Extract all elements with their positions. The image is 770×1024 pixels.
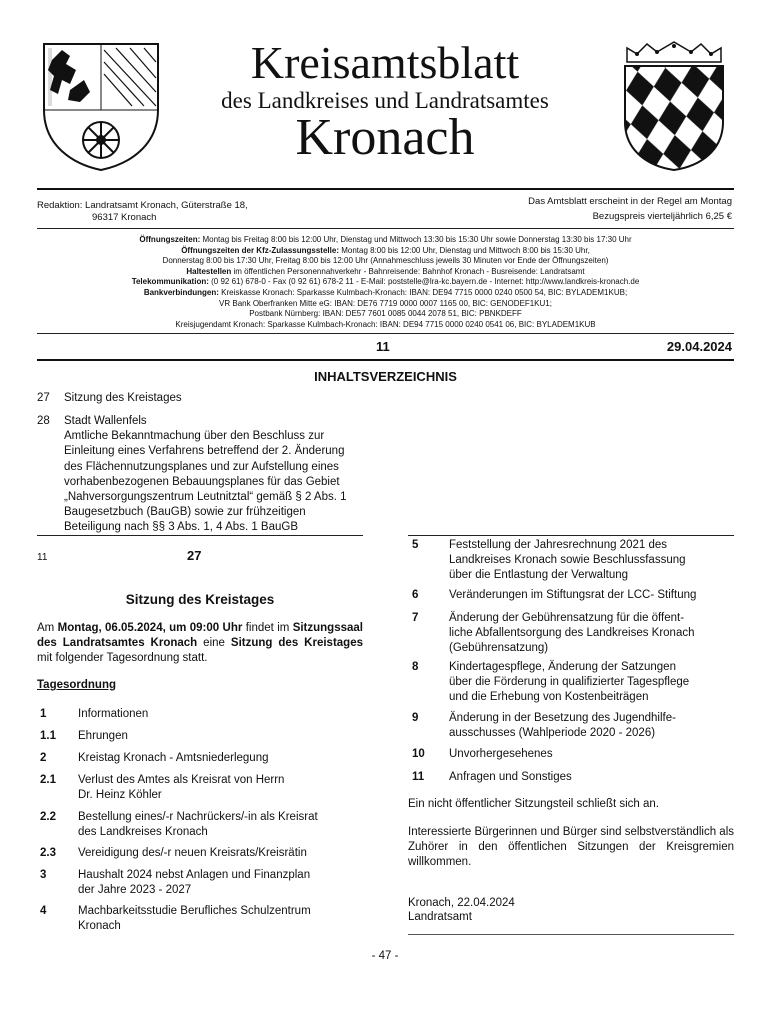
toc-item-text bbox=[64, 414, 404, 536]
toc-line: Baugesetzbuch (BauGB) sowie zur frühzeitigen bbox=[64, 506, 306, 519]
vehicle-registration-text: Montag 8:00 bis 12:00 Uhr, Dienstag und Mittwoch 8:00 bis 15:30 Uhr, bbox=[338, 245, 590, 255]
intro-text: findet im bbox=[242, 622, 293, 634]
agenda-line: Kindertagespflege, Änderung der Satzungen bbox=[449, 661, 676, 673]
agenda-line: der Jahre 2023 - 2027 bbox=[78, 884, 192, 897]
masthead-title: Kreisamtsblatt bbox=[250, 37, 520, 88]
toc-line: Einleitung eines Verfahrens betreffend der 2. Änderung bbox=[64, 445, 345, 458]
subscription-price: Bezugspreis vierteljährlich 6,25 € bbox=[592, 211, 732, 222]
agenda-number: 8 bbox=[412, 661, 419, 673]
toc-line: „Nahversorgungszentrum Leutnitztal“ gemäß § 2 Abs. 1 bbox=[64, 491, 347, 504]
public-note: Interessierte Bürgerinnen und Bürger sind selbstverständlich als Zuhörer in den öffentlichen Sitzungen der Kreisgremien willkommen. bbox=[408, 826, 735, 869]
telecom-label: Telekommunikation: bbox=[131, 277, 209, 287]
agenda-item: Unvorhergesehenes bbox=[449, 748, 553, 760]
agenda-line: ausschusses (Wahlperiode 2020 - 2026) bbox=[449, 727, 656, 740]
agenda-item bbox=[449, 711, 676, 741]
agenda-item: Vereidigung des/-r neuen Kreisrats/Kreisrätin bbox=[78, 847, 307, 859]
agenda-line: Feststellung der Jahresrechnung 2021 des bbox=[449, 539, 668, 551]
agenda-heading: Tagesordnung bbox=[37, 679, 117, 691]
header-rule-middle bbox=[37, 228, 734, 229]
agenda-number: 7 bbox=[412, 612, 419, 624]
agenda-item: Informationen bbox=[78, 708, 149, 720]
article-title: Sitzung des Kreistages bbox=[125, 592, 275, 607]
agenda-line: Machbarkeitsstudie Berufliches Schulzentrum bbox=[78, 905, 311, 917]
publication-frequency: Das Amtsblatt erscheint in der Regel am Montag bbox=[528, 196, 732, 207]
meeting-datetime: Montag, 06.05.2024, um 09:00 Uhr bbox=[57, 622, 243, 634]
agenda-line: über die Förderung in qualifizierter Tagespflege bbox=[449, 676, 690, 689]
signature-authority: Landratsamt bbox=[408, 911, 472, 923]
toc-line: Stadt Wallenfels bbox=[64, 415, 147, 427]
toc-item-number: 28 bbox=[37, 415, 50, 427]
vehicle-registration-label: Öffnungszeiten der Kfz-Zulassungsstelle: bbox=[181, 245, 339, 255]
agenda-line: Bestellung eines/-r Nachrückers/-in als Kreisrat bbox=[78, 811, 318, 823]
office-info bbox=[37, 235, 734, 330]
agenda-item bbox=[449, 611, 695, 657]
intro-text: Am bbox=[37, 622, 58, 634]
bus-stops-text: im öffentlichen Personennahverkehr - Bahnreisende: Bahnhof Kronach - Busreisende: Landratsamt bbox=[231, 266, 585, 276]
agenda-item bbox=[78, 810, 318, 840]
agenda-number: 3 bbox=[40, 869, 47, 881]
agenda-line: Verlust des Amtes als Kreisrat von Herrn bbox=[78, 774, 285, 786]
agenda-item: Veränderungen im Stiftungsrat der LCC- Stiftung bbox=[449, 589, 697, 601]
article-intro bbox=[37, 621, 363, 667]
opening-hours-text: Montag bis Freitag 8:00 bis 12:00 Uhr, Dienstag und Mittwoch 13:30 bis 15:30 Uhr sowie Donnerstag 13:30 bis 17:30 Uhr bbox=[200, 235, 632, 244]
agenda-line: Haushalt 2024 nebst Anlagen und Finanzplan bbox=[78, 869, 311, 881]
agenda-number: 1 bbox=[40, 708, 47, 720]
issue-rule-bottom bbox=[37, 359, 734, 361]
place-date: Kronach, 22.04.2024 bbox=[408, 897, 515, 909]
redaktion-line-2: 96317 Kronach bbox=[92, 212, 157, 223]
agenda-number: 2 bbox=[40, 752, 47, 764]
agenda-number: 5 bbox=[412, 539, 419, 551]
issue-number: 11 bbox=[376, 339, 390, 354]
opening-hours-label: Öffnungszeiten: bbox=[139, 235, 201, 244]
intro-text: mit folgender Tagesordnung statt. bbox=[37, 652, 208, 665]
issue-rule-top bbox=[37, 333, 734, 334]
bavaria-coat-of-arms bbox=[619, 40, 729, 172]
toc-line: des Flächennutzungsplanes und zur Aufstellung eines bbox=[64, 460, 339, 473]
telecom-text: (0 92 61) 678-0 - Fax (0 92 61) 678-2 11 - E-Mail: poststelle@lra-kc.bayern.de - Internet: http://www.landkreis-kronach.de bbox=[208, 277, 640, 287]
agenda-number: 11 bbox=[412, 771, 425, 783]
agenda-line: Änderung der Gebührensatzung für die öffent- bbox=[449, 612, 685, 624]
agenda-number: 1.1 bbox=[40, 730, 56, 742]
agenda-line: liche Abfallentsorgung des Landkreises Kronach bbox=[449, 627, 695, 640]
toc-line: Amtliche Bekanntmachung über den Beschluss zur bbox=[64, 430, 325, 443]
agenda-line: (Gebührensatzung) bbox=[449, 642, 549, 655]
agenda-number: 2.1 bbox=[40, 774, 56, 786]
agenda-item bbox=[449, 538, 686, 584]
intro-text: eine bbox=[197, 637, 231, 650]
toc-line: vorhabenbezogenen Bebauungsplanes für das Gebiet bbox=[64, 475, 340, 488]
agenda-number: 10 bbox=[412, 748, 425, 760]
agenda-item: Anfragen und Sonstiges bbox=[449, 771, 572, 783]
article-number: 27 bbox=[187, 548, 202, 563]
bank-text-3: Postbank Nürnberg: IBAN: DE57 7601 0085 0044 2078 51, BIC: PBNKDEFF bbox=[249, 309, 522, 319]
closed-session-note: Ein nicht öffentlicher Sitzungsteil schließt sich an. bbox=[408, 798, 659, 810]
vehicle-registration-text-2: Donnerstag 8:00 bis 17:30 Uhr, Freitag 8:00 bis 12:00 Uhr (Annahmeschluss jeweils 30 Minuten vor Ende der Öffnungszeiten) bbox=[162, 256, 609, 266]
agenda-number: 2.2 bbox=[40, 811, 56, 823]
kronach-coat-of-arms bbox=[40, 40, 162, 172]
agenda-line: Landkreises Kronach sowie Beschlussfassung bbox=[449, 554, 686, 567]
agenda-item bbox=[78, 904, 311, 934]
bank-label: Bankverbindungen: bbox=[143, 287, 219, 297]
agenda-number: 2.3 bbox=[40, 847, 56, 859]
left-column-rule bbox=[37, 535, 363, 536]
agenda-line: und die Erhebung von Kostenbeiträgen bbox=[449, 691, 649, 704]
issue-date: 29.04.2024 bbox=[666, 339, 732, 354]
bus-stops-label: Haltestellen bbox=[186, 266, 232, 276]
signature-rule bbox=[408, 934, 734, 935]
masthead-place: Kronach bbox=[295, 109, 475, 166]
agenda-item: Ehrungen bbox=[78, 730, 128, 742]
meeting-location: Sitzungssaal des Landratsamtes Kronach bbox=[37, 622, 363, 650]
agenda-number: 9 bbox=[412, 712, 419, 724]
agenda-item: Kreistag Kronach - Amtsniederlegung bbox=[78, 752, 269, 764]
page-number: - 47 - bbox=[371, 950, 399, 962]
toc-item-text: Sitzung des Kreistages bbox=[64, 392, 182, 404]
masthead-subtitle: des Landkreises und Landratsamtes bbox=[221, 88, 549, 113]
toc-item-number: 27 bbox=[37, 392, 50, 404]
bank-text-1: Kreiskasse Kronach: Sparkasse Kulmbach-Kronach: IBAN: DE94 7715 0000 0240 0500 54, BIC: BYLADEM1KUB; bbox=[218, 287, 628, 297]
right-column-rule bbox=[408, 535, 734, 536]
agenda-line: des Landkreises Kronach bbox=[78, 826, 208, 839]
article-issue-small: 11 bbox=[37, 552, 48, 563]
agenda-item bbox=[78, 868, 310, 898]
agenda-item bbox=[449, 660, 689, 706]
toc-title: INHALTSVERZEICHNIS bbox=[314, 369, 457, 384]
meeting-type: Sitzung des Kreistages bbox=[230, 637, 363, 650]
agenda-line: Dr. Heinz Köhler bbox=[78, 789, 162, 802]
agenda-line: Kronach bbox=[78, 920, 121, 933]
toc-line: Beteiligung nach §§ 3 Abs. 1, 4 Abs. 1 BauGB bbox=[64, 521, 298, 534]
bank-text-2: VR Bank Oberfranken Mitte eG: IBAN: DE76 7719 0000 0007 1165 00, BIC: GENODEF1KU1; bbox=[219, 298, 552, 308]
agenda-line: über die Entlastung der Verwaltung bbox=[449, 569, 629, 582]
agenda-number: 6 bbox=[412, 589, 419, 601]
redaktion-line-1: Redaktion: Landratsamt Kronach, Güterstraße 18, bbox=[37, 200, 248, 211]
agenda-item bbox=[78, 773, 284, 803]
agenda-line: Änderung in der Besetzung des Jugendhilfe- bbox=[449, 712, 676, 724]
agenda-number: 4 bbox=[40, 905, 47, 917]
bank-text-4: Kreisjugendamt Kronach: Sparkasse Kulmbach-Kronach: IBAN: DE94 7715 0000 0240 0541 06, BIC: BYLADEM1KUB bbox=[175, 319, 596, 329]
header-rule-top bbox=[37, 188, 734, 190]
